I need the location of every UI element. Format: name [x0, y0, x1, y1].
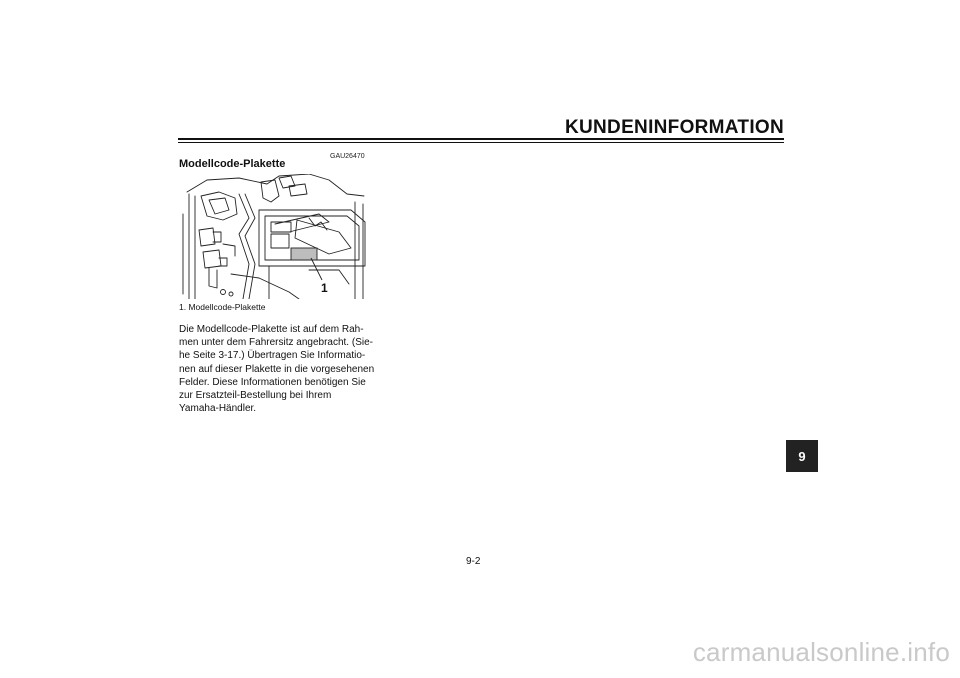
- section-heading: Modellcode-Plakette: [179, 158, 286, 170]
- header-rule-thin: [178, 142, 784, 143]
- section-code: GAU26470: [330, 153, 365, 160]
- page-header-title: KUNDENINFORMATION: [564, 117, 784, 138]
- page-number: 9-2: [466, 556, 481, 567]
- model-plate-illustration: [179, 174, 372, 299]
- figure-caption: 1. Modellcode-Plakette: [179, 302, 266, 312]
- watermark: carmanualsonline.info: [692, 637, 950, 667]
- header-rule: [178, 138, 784, 140]
- body-paragraph: Die Modellcode-Plakette ist auf dem Rah- men unter dem Fahrersitz angebracht. (Sie- he Seite 3-17.) Übertragen Sie Informatio- nen auf dieser Plakette in die vorgesehenen Felder. Diese Informationen benötigen Sie zur Ersatzteil-Bestellung bei Ihrem Yamaha-Händler.: [179, 324, 375, 415]
- chapter-tab-label: 9: [798, 448, 806, 464]
- chapter-tab: [786, 440, 818, 472]
- figure-callout-number: 1: [321, 281, 328, 295]
